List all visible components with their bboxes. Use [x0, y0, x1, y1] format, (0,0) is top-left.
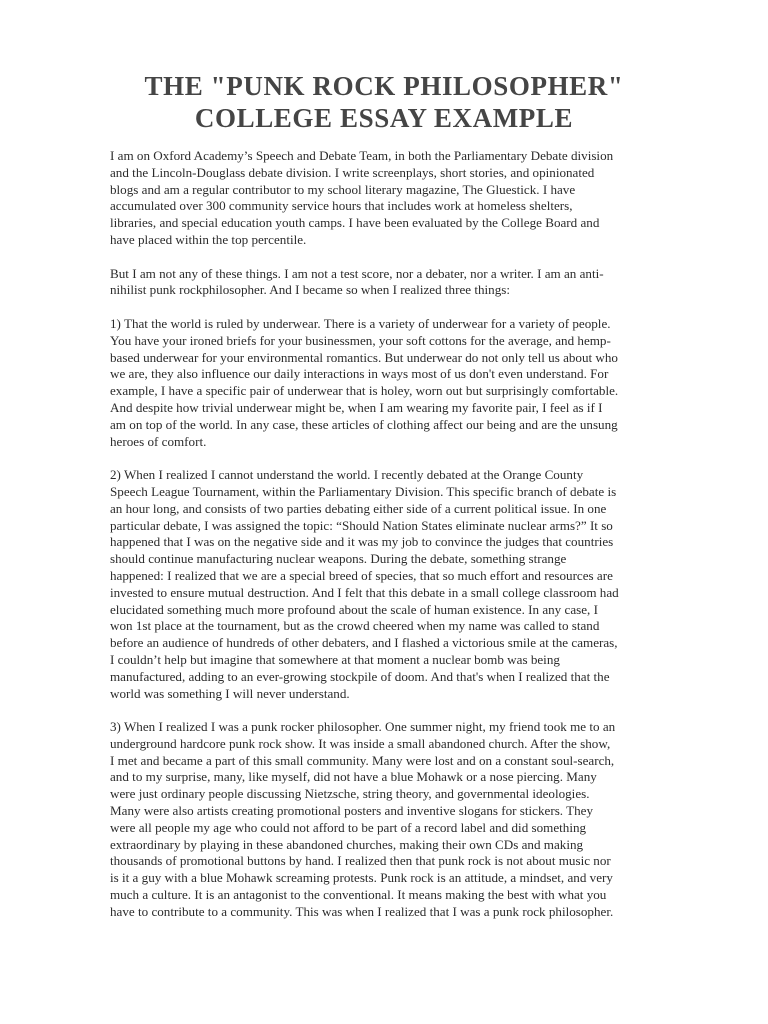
text-line: based underwear for your environmental romantics. But underwear do not only tell us about who	[110, 349, 618, 365]
text-line: thousands of promotional buttons by hand. I realized then that punk rock is not about music nor	[110, 853, 611, 869]
text-line: Many were also artists creating promotional posters and inventive slogans for stickers. They	[110, 803, 594, 819]
text-line: happened: I realized that we are a special breed of species, that so much effort and resources are	[110, 567, 613, 583]
title-line-2: COLLEGE ESSAY EXAMPLE	[194, 103, 574, 133]
text-line: underground hardcore punk rock show. It was inside a small abandoned church. After the show,	[110, 735, 611, 751]
text-line: blogs and am a regular contributor to my school literary magazine, The Gluestick. I have	[110, 181, 576, 197]
text-line: accumulated over 300 community service hours that includes work at homeless shelters,	[110, 198, 573, 214]
text-line: I am on Oxford Academy’s Speech and Debate Team, in both the Parliamentary Debate division	[110, 148, 614, 163]
page-title	[60, 70, 708, 134]
text-line: much a culture. It is an antagonist to the conventional. It means making the best with what you	[110, 887, 607, 903]
text-line: and the Lincoln-Douglass debate division. I write screenplays, short stories, and opinionated	[110, 164, 595, 180]
text-line: happened that I was on the negative side and it was my job to convince the judges that countries	[110, 534, 614, 550]
text-line: manufactured, adding to an ever-growing stockpile of doom. And that's when I realized that the	[110, 668, 610, 684]
text-line: world was something I will never understand.	[110, 685, 350, 701]
text-line: 2) When I realized I cannot understand the world. I recently debated at the Orange County	[110, 467, 584, 483]
text-line: I met and became a part of this small community. Many were lost and on a constant soul-search,	[110, 752, 615, 768]
text-line: have to contribute to a community. This was when I realized that I was a punk rock philosopher.	[110, 903, 614, 919]
text-line: an hour long, and consists of two parties debating either side of a current political issue. In one	[110, 500, 607, 516]
text-line: And despite how trivial underwear might be, when I am wearing my favorite pair, I feel as if I	[110, 399, 603, 415]
text-line: elucidated something much more profound about the scale of human existence. In any case, I	[110, 601, 598, 617]
text-line: were just ordinary people discussing Nietzsche, string theory, and governmental ideologies.	[110, 786, 590, 802]
text-line: should continue manufacturing nuclear weapons. During the debate, something strange	[110, 551, 567, 567]
paragraph-intro	[110, 148, 710, 249]
text-line: were all people my age who could not afford to be part of a record label and did something	[110, 819, 587, 835]
text-line: nihilist punk rockphilosopher. And I became so when I realized three things:	[110, 282, 510, 298]
text-line: libraries, and special education youth camps. I have been evaluated by the College Board and	[110, 215, 600, 231]
text-line: You have your ironed briefs for your businessmen, your soft cottons for the average, and hemp-	[110, 332, 611, 348]
text-line: particular debate, I was assigned the topic: “Should Nation States eliminate nuclear arms?” It so	[110, 517, 613, 533]
text-line: won 1st place at the tournament, but as the crowd cheered when my name was called to stand	[110, 618, 600, 634]
text-line: 3) When I realized I was a punk rocker philosopher. One summer night, my friend took me to an	[110, 719, 616, 735]
text-line: am on top of the world. In any case, these articles of clothing affect our being and are the unsung	[110, 416, 618, 432]
paragraph-point-3	[110, 719, 710, 921]
text-line: 1) That the world is ruled by underwear. There is a variety of underwear for a variety of people.	[110, 315, 611, 331]
essay-body	[110, 148, 710, 921]
text-line: I couldn’t help but imagine that somewhere at that moment a nuclear bomb was being	[110, 651, 560, 667]
text-line: before an audience of hundreds of other debaters, and I flashed a victorious smile at the cameras,	[110, 635, 618, 651]
text-line: invested to ensure mutual destruction. And I felt that this debate in a small college classroom had	[110, 584, 619, 600]
text-line: have placed within the top percentile.	[110, 231, 307, 247]
title-line-1: THE "PUNK ROCK PHILOSOPHER"	[144, 71, 624, 101]
text-line: and to my surprise, many, like myself, did not have a blue Mohawk or a nose piercing. Many	[110, 769, 597, 785]
text-line: But I am not any of these things. I am not a test score, nor a debater, nor a writer. I am an anti-	[110, 265, 604, 281]
paragraph-point-1	[110, 316, 710, 450]
text-line: we are, they also influence our daily interactions in ways most of us don't even understand. For	[110, 366, 609, 382]
text-line: Speech League Tournament, within the Parliamentary Division. This specific branch of debate is	[110, 483, 617, 499]
text-line: example, I have a specific pair of underwear that is holey, worn out but surprisingly comfortable.	[110, 383, 619, 399]
paragraph-thesis	[110, 266, 710, 300]
text-line: heroes of comfort.	[110, 433, 207, 449]
paragraph-point-2	[110, 467, 710, 702]
text-line: is it a guy with a blue Mohawk screaming protests. Punk rock is an attitude, a mindset, and very	[110, 870, 613, 886]
text-line: extraordinary by playing in these abandoned churches, making their own CDs and making	[110, 836, 584, 852]
